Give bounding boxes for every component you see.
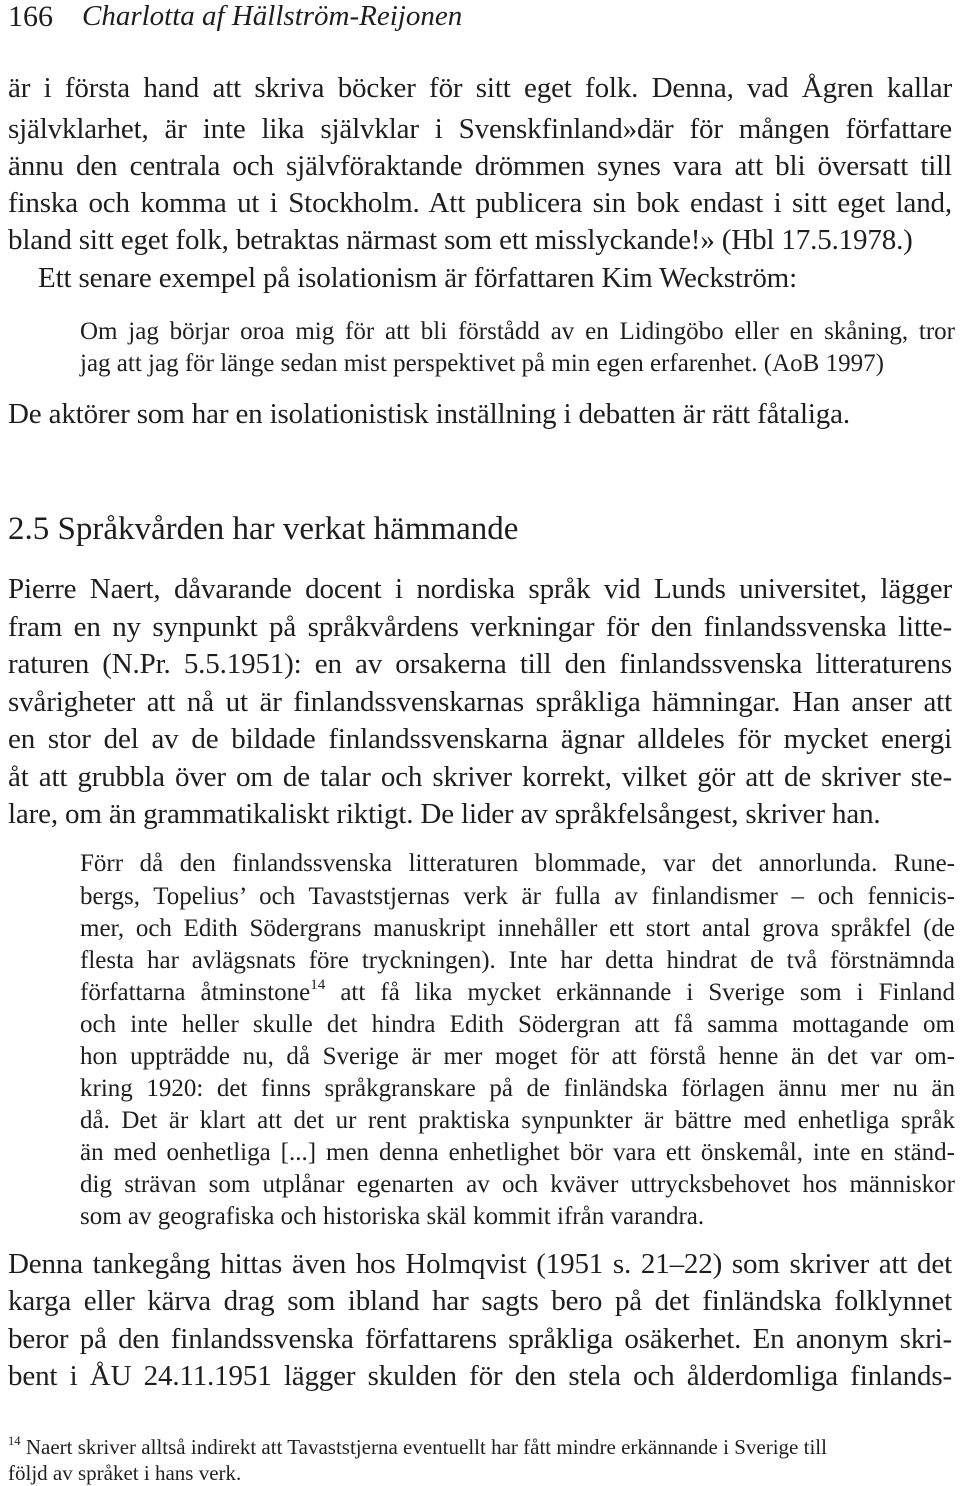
- paragraph-3-line: fram en ny synpunkt på språkvårdens verkningar för den finlandssvenska litte-: [8, 611, 952, 643]
- paragraph-1-line: ännu den centrala och självföraktande drömmen synes vara att bli översatt till: [8, 150, 952, 182]
- footnote-reference: 14: [310, 977, 326, 994]
- paragraph-4-line: beror på den finlandssvenska författarens språkliga osäkerhet. En anonym skri-: [8, 1323, 952, 1355]
- footnote-marker: 14: [8, 1433, 21, 1448]
- footnote: $^{14}$ Naert skriver alltså indirekt att Tavaststjerna eventuellt har fått mindre erkännande i Sverige till: [8, 1433, 827, 1459]
- block-quote-2-line: mer, och Edith Södergrans manuskript innehåller ett stort antal grova språkfel (de: [80, 915, 955, 942]
- paragraph-3-line: raturen (N.Pr. 5.5.1951): en av orsakerna till den finlandssvenska litteraturens: [8, 648, 952, 680]
- paragraph-4-line: bent i ÅU 24.11.1951 lägger skulden för den stela och ålderdomliga finlands-: [8, 1360, 952, 1392]
- page-number: 166: [8, 0, 53, 33]
- paragraph-4-line: Denna tankegång hittas även hos Holmqvist (1951 s. 21–22) som skriver att det: [8, 1248, 952, 1280]
- paragraph-1-line: finska och komma ut i Stockholm. Att publicera sin bok endast i sitt eget land,: [8, 187, 952, 219]
- block-quote-2-line: bergs, Topelius’ och Tavaststjernas verk är fulla av finlandismer – och fennicis-: [80, 883, 955, 910]
- block-quote-2-line: än med oenhetliga [...] men denna enhetlighet bör vara ett önskemål, inte en ständ-: [80, 1139, 955, 1166]
- paragraph-2: De aktörer som har en isolationistisk inställning i debatten är rätt fåtaliga.: [8, 398, 850, 430]
- section-heading: 2.5 Språkvården har verkat hämmande: [8, 511, 519, 547]
- footnote-line-2: följd av språket i hans verk.: [8, 1461, 242, 1485]
- paragraph-1-line: är i första hand att skriva böcker för sitt eget folk. Denna, vad Ågren kallar: [8, 72, 952, 104]
- block-quote-2-line: som av geografiska och historiska skäl kommit ifrån varandra.: [80, 1203, 705, 1230]
- paragraph-1-line: Ett senare exempel på isolationism är författaren Kim Weckström:: [38, 262, 797, 294]
- block-quote-2-line: och inte heller skulle det hindra Edith Södergran att få samma mottagande om: [80, 1011, 955, 1038]
- block-quote-2-line: kring 1920: det finns språkgranskare på de finländska förlagen ännu mer nu än: [80, 1075, 955, 1102]
- paragraph-3-line: lare, om än grammatikaliskt riktigt. De lider av språkfelsångest, skriver han.: [8, 798, 881, 830]
- block-quote-1-line: jag att jag för länge sedan mist perspektivet på min egen erfarenhet. (AoB 1997): [80, 350, 884, 377]
- paragraph-3-line: Pierre Naert, dåvarande docent i nordiska språk vid Lunds universitet, lägger: [8, 573, 952, 605]
- block-quote-1-line: Om jag börjar oroa mig för att bli förstådd av en Lidingöbo eller en skåning, tror: [80, 318, 955, 345]
- block-quote-2-line: då. Det är klart att det ur rent praktiska synpunkter är bättre med enhetliga språk: [80, 1107, 955, 1134]
- paragraph-1-line: självklarhet, är inte lika självklar i Svenskfinland»där för mången författare: [8, 113, 952, 145]
- block-quote-2-line: dig strävan som utplånar egenarten av och kväver uttrycksbehovet hos människor: [80, 1171, 955, 1198]
- block-quote-2-line: Förr då den finlandssvenska litteraturen blommade, var det annorlunda. Rune-: [80, 850, 955, 877]
- block-quote-2-line: författarna åtminstone$^{14}$ att få lika mycket erkännande i Sverige som i Finland: [80, 977, 955, 1006]
- paragraph-1-line: bland sitt eget folk, betraktas närmast som ett misslyckande!» (Hbl 17.5.1978.): [8, 224, 913, 256]
- block-quote-2-line: flesta har avlägsnats före tryckningen). Inte har detta hindrat de två förstnämnda: [80, 947, 955, 974]
- paragraph-4-line: karga eller kärva drag som ibland har sagts bero på det finländska folklynnet: [8, 1285, 952, 1317]
- paragraph-3-line: en stor del av de bildade finlandssvenskarna ägnar alldeles för mycket energi: [8, 723, 952, 755]
- block-quote-2-line: hon uppträdde nu, då Sverige är mer moget för att förstå henne än det var om-: [80, 1043, 955, 1070]
- running-title: Charlotta af Hällström-Reijonen: [82, 0, 463, 32]
- paragraph-3-line: svårigheter att nå ut är finlandssvenskarnas språkliga hämningar. Han anser att: [8, 686, 952, 718]
- paragraph-3-line: åt att grubbla över om de talar och skriver korrekt, vilket gör att de skriver ste-: [8, 761, 952, 793]
